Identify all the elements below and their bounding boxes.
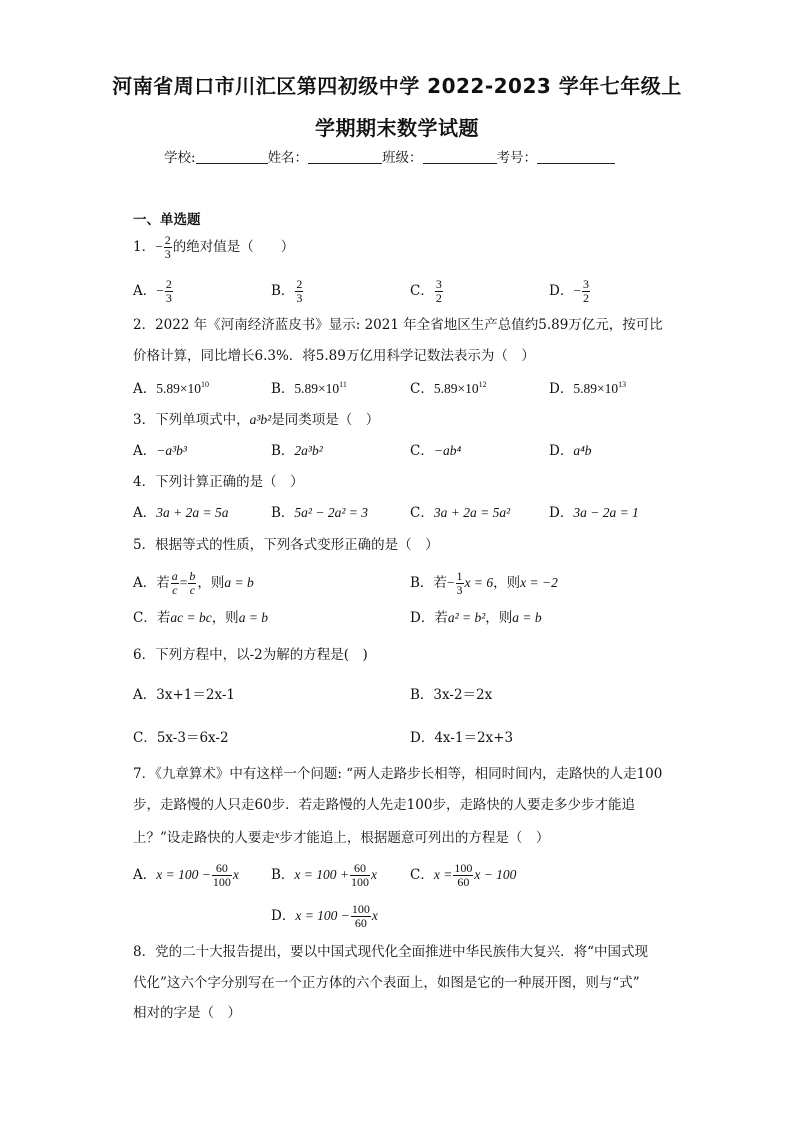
option-label: B． — [271, 381, 295, 397]
option-fraction — [188, 570, 196, 597]
fraction-num: 100 — [351, 902, 370, 916]
q7-line3-start: 上？”设走路快的人要走 — [133, 830, 275, 846]
q7-option-c[interactable] — [410, 862, 516, 889]
fraction-den: c — [189, 583, 196, 597]
fraction-den: c — [172, 583, 178, 597]
option-right: x — [232, 867, 239, 882]
option-right: x — [371, 867, 378, 882]
option-result: x = −2 — [520, 575, 558, 590]
option-text: 2a³b² — [294, 443, 323, 458]
q6-option-c[interactable]: C．5x-3＝6x-2 — [133, 730, 229, 746]
question-2-line1: 2．2022 年《河南经济蓝皮书》显示: 2021 年全省地区生产总值约5.89万亿元，按可比 — [133, 317, 663, 333]
section-heading: 一、单选题 — [133, 212, 201, 228]
q3-option-b[interactable] — [271, 442, 323, 460]
option-text: 3a + 2a = 5a — [156, 505, 229, 520]
option-result: a = b — [512, 610, 542, 625]
option-tail: ，则 — [485, 610, 513, 626]
option-fraction — [456, 570, 464, 597]
option-label: D． — [549, 283, 574, 299]
fraction-num: 60 — [212, 862, 232, 876]
option-condition: a² = b² — [447, 610, 486, 625]
option-sign: − — [156, 283, 164, 298]
option-text: 3a − 2a = 1 — [573, 505, 639, 520]
question-1 — [133, 234, 294, 261]
option-label: C． — [410, 505, 434, 521]
option-text: 5a² − 2a² = 3 — [294, 505, 368, 520]
fraction-num: 3 — [435, 277, 442, 291]
q5-option-c[interactable] — [133, 609, 268, 627]
question-8-line1: 8．党的二十大报告提出，要以中国式现代化全面推进中华民族伟大复兴．将“中国式现 — [133, 944, 648, 960]
q5-option-b[interactable] — [410, 570, 558, 597]
option-label: C． — [410, 443, 434, 459]
q1-option-d[interactable] — [549, 278, 591, 305]
option-label: B．若 — [410, 575, 447, 591]
q3-option-d[interactable] — [549, 442, 592, 460]
fraction-den: 3 — [456, 583, 463, 597]
option-base: 5.89×10 — [156, 381, 201, 396]
option-label: B． — [271, 867, 295, 883]
option-fraction — [351, 903, 371, 930]
q2-option-a[interactable] — [133, 380, 209, 398]
q1-option-b[interactable] — [271, 278, 304, 305]
option-equals: = — [179, 575, 188, 590]
option-condition: ac = bc — [170, 610, 212, 625]
option-label: A． — [133, 505, 157, 521]
option-label: C． — [410, 867, 434, 883]
option-text: −a³b³ — [156, 443, 187, 458]
option-left: x = — [433, 867, 453, 882]
name-blank[interactable] — [308, 149, 382, 164]
fraction-den: 100 — [212, 875, 231, 889]
option-label: A． — [133, 381, 157, 397]
student-info-row — [164, 146, 615, 166]
option-label: A．若 — [133, 575, 170, 591]
question-8-line3: 相对的字是（ ） — [133, 1005, 241, 1021]
option-label: A． — [133, 867, 157, 883]
option-text: −ab⁴ — [433, 443, 462, 458]
option-mid: x = 6 — [464, 575, 494, 590]
q4-option-d[interactable] — [549, 504, 639, 522]
number-label: 考号： — [496, 150, 538, 166]
option-fraction — [171, 570, 179, 597]
option-tail: ，则 — [197, 575, 225, 591]
fraction-den: 60 — [354, 916, 367, 930]
option-exponent: 13 — [618, 380, 627, 389]
q7-variable: x — [274, 830, 280, 841]
option-label: D． — [549, 381, 574, 397]
q3-option-a[interactable] — [133, 442, 187, 460]
fraction-den: 3 — [165, 291, 172, 305]
question-3 — [133, 411, 379, 429]
option-fraction — [295, 278, 303, 305]
option-right: x — [371, 908, 378, 923]
q3-prefix: 3．下列单项式中， — [133, 412, 250, 428]
q7-option-b[interactable] — [271, 862, 377, 889]
question-8-line2: 代化”这六个字分别写在一个正方体的六个表面上，如图是它的一种展开图，则与“式” — [133, 975, 640, 991]
option-label: C．若 — [133, 610, 171, 626]
exam-title-line2: 学期期末数学试题 — [315, 116, 479, 140]
option-fraction — [350, 862, 370, 889]
option-label: A． — [133, 443, 157, 459]
option-fraction — [435, 278, 443, 305]
option-label: B． — [271, 443, 295, 459]
fraction-den: 3 — [296, 291, 303, 305]
option-label: D． — [549, 443, 574, 459]
option-exponent: 10 — [201, 380, 209, 389]
option-base: 5.89×10 — [433, 381, 479, 396]
option-sign: − — [446, 575, 455, 590]
fraction-den: 2 — [582, 291, 589, 305]
option-fraction — [212, 862, 232, 889]
q1-prefix: 1． — [133, 239, 156, 255]
q4-option-c[interactable] — [410, 504, 510, 522]
q3-suffix: 是同类项是（ ） — [271, 412, 380, 428]
fraction-num: 2 — [296, 277, 303, 291]
school-blank[interactable] — [196, 149, 268, 164]
question-4: 4．下列计算正确的是（ ） — [133, 474, 304, 490]
option-base: 5.89×10 — [294, 381, 340, 396]
q1-option-c[interactable] — [410, 278, 444, 305]
option-label: B． — [271, 505, 295, 521]
number-blank[interactable] — [537, 149, 615, 164]
q3-option-c[interactable] — [410, 442, 461, 460]
q7-option-d[interactable] — [271, 903, 378, 930]
fraction-num: 3 — [582, 277, 589, 291]
q7-line3-end: 步才能追上，根据题意可列出的方程是（ ） — [279, 830, 550, 846]
option-fraction — [582, 278, 590, 305]
option-right: x − 100 — [474, 867, 517, 882]
option-left: x = 100 − — [156, 867, 211, 882]
exam-title-line1: 河南省周口市川汇区第四初级中学 2022-2023 学年七年级上 — [112, 74, 682, 98]
option-tail: ，则 — [211, 610, 239, 626]
fraction-num: 2 — [165, 277, 172, 291]
class-blank[interactable] — [423, 149, 497, 164]
question-7-line2: 步，走路慢的人只走60步．若走路慢的人先走100步，走路快的人要走多少步才能追 — [133, 797, 635, 813]
option-text: a⁴b — [573, 443, 592, 458]
option-label: D． — [271, 908, 296, 924]
option-label: C． — [410, 283, 434, 299]
q1-suffix: 的绝对值是（ ） — [172, 239, 295, 255]
question-6: 6．下列方程中，以-2为解的方程是( ) — [133, 647, 368, 663]
fraction-num: a — [171, 569, 178, 583]
option-sign: − — [573, 283, 581, 298]
q1-num: 2 — [164, 233, 171, 247]
q1-den: 3 — [164, 247, 171, 261]
q3-expression: a³b² — [249, 412, 272, 427]
fraction-num: 100 — [454, 861, 473, 875]
q6-option-b[interactable]: B．3x-2＝2x — [410, 687, 493, 703]
q5-option-d[interactable] — [410, 609, 542, 627]
q7-option-a[interactable] — [133, 862, 239, 889]
q6-option-d[interactable]: D．4x-1＝2x+3 — [410, 730, 514, 746]
option-label: C． — [410, 381, 434, 397]
option-label: A． — [133, 283, 157, 299]
fraction-num: 1 — [456, 569, 463, 583]
q4-option-b[interactable] — [271, 504, 368, 522]
school-label: 学校: — [164, 150, 196, 166]
option-label: B． — [271, 283, 295, 299]
q1-option-a[interactable] — [133, 278, 174, 305]
option-label: D．若 — [410, 610, 448, 626]
q4-option-a[interactable] — [133, 504, 228, 522]
option-fraction — [165, 278, 173, 305]
q2-option-c[interactable] — [410, 380, 487, 398]
option-left: x = 100 − — [295, 908, 350, 923]
fraction-den: 60 — [457, 875, 470, 889]
option-result: a = b — [224, 575, 254, 590]
option-tail: ，则 — [493, 575, 521, 591]
fraction-num: b — [189, 569, 196, 583]
class-label: 班级： — [382, 150, 423, 166]
fraction-den: 100 — [351, 875, 370, 889]
fraction-den: 2 — [435, 291, 442, 305]
option-exponent: 11 — [339, 380, 347, 389]
fraction-num: 60 — [350, 862, 370, 876]
option-text: 3a + 2a = 5a² — [433, 505, 511, 520]
q6-option-a[interactable]: A．3x+1＝2x-1 — [133, 687, 235, 703]
question-2-line2: 价格计算，同比增长6.3%．将5.89万亿用科学记数法表示为（ ） — [133, 348, 535, 364]
q2-option-b[interactable] — [271, 380, 347, 398]
option-result: a = b — [238, 610, 269, 625]
q2-option-d[interactable] — [549, 380, 626, 398]
option-fraction — [453, 862, 473, 889]
q1-fraction — [164, 234, 172, 261]
option-exponent: 12 — [478, 380, 487, 389]
name-label: 姓名： — [267, 150, 309, 166]
q5-option-a[interactable] — [133, 570, 254, 597]
question-7-line3 — [133, 827, 549, 847]
option-base: 5.89×10 — [573, 381, 619, 396]
question-5: 5．根据等式的性质，下列各式变形正确的是（ ） — [133, 537, 439, 553]
q1-minus: − — [155, 239, 163, 254]
question-7-line1: 7．《九章算术》中有这样一个问题: “两人走路步长相等，相同时间内，走路快的人走100 — [133, 766, 663, 782]
option-label: D． — [549, 505, 574, 521]
option-left: x = 100 + — [294, 867, 350, 882]
